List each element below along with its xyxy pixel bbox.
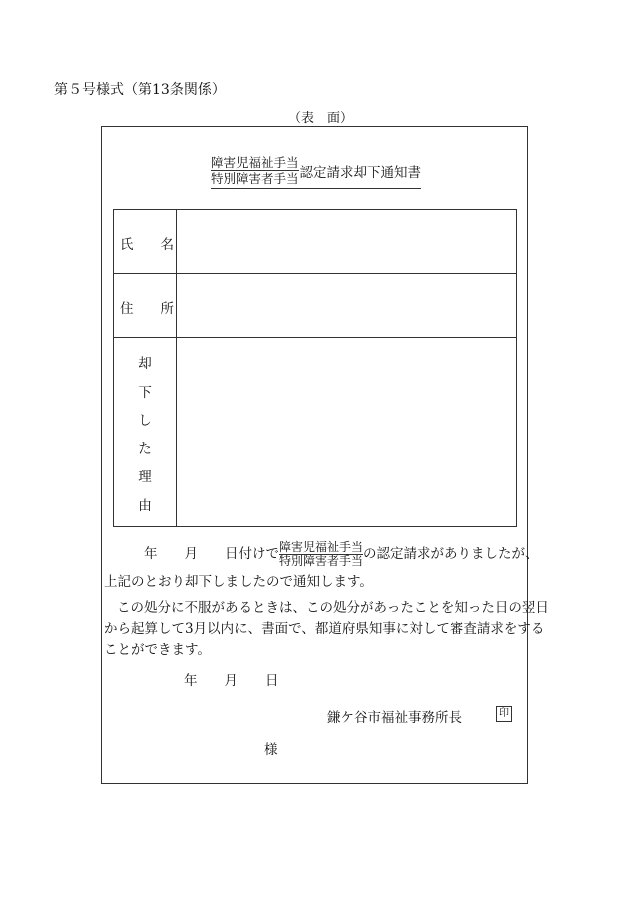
- allowance-names-inline: [279, 541, 363, 568]
- allowance-names: [211, 155, 299, 186]
- table-column-divider: [176, 210, 177, 526]
- address-label: 住 所: [120, 301, 174, 317]
- reason-char: 下: [138, 384, 152, 401]
- reason-char: し: [138, 412, 152, 429]
- form-number: 第５号様式（第13条関係）: [54, 82, 226, 98]
- reason-char: 由: [138, 497, 152, 514]
- recipient-suffix: 様: [264, 742, 278, 758]
- issue-date: 年 月 日: [184, 673, 279, 689]
- notice-line-1-tail: の認定請求がありましたが、: [363, 546, 539, 562]
- application-date: 年 月 日付けで: [144, 546, 279, 562]
- reason-char: 却: [138, 356, 152, 373]
- name-label: 氏 名: [120, 237, 174, 253]
- reason-char: た: [138, 441, 152, 458]
- table-row-divider: [114, 273, 516, 274]
- reason-char: 理: [138, 469, 152, 486]
- allowance-child: 障害児福祉手当: [211, 155, 299, 170]
- document-title: [211, 155, 421, 189]
- reason-label: [114, 338, 176, 528]
- notice-line-4: から起算して3月以内に、書面で、都道府県知事に対して審査請求をする: [104, 621, 545, 637]
- seal-mark: 印: [496, 706, 512, 722]
- title-tail: 認定請求却下通知書: [299, 164, 422, 181]
- notice-line-2: 上記のとおり却下しましたので通知します。: [104, 574, 373, 590]
- notice-line-3: この処分に不服があるときは、この処分があったことを知った日の翌日: [117, 600, 549, 616]
- allowance-special: 特別障害者手当: [211, 171, 299, 186]
- allowance-special: 特別障害者手当: [279, 554, 364, 568]
- allowance-child: 障害児福祉手当: [279, 540, 364, 554]
- info-table: [113, 209, 517, 527]
- side-label: （表 面）: [288, 111, 354, 126]
- notice-line-5: ことができます。: [104, 642, 211, 658]
- issuer-name: 鎌ケ谷市福祉事務所長: [327, 710, 462, 726]
- notice-line-1: [144, 541, 539, 568]
